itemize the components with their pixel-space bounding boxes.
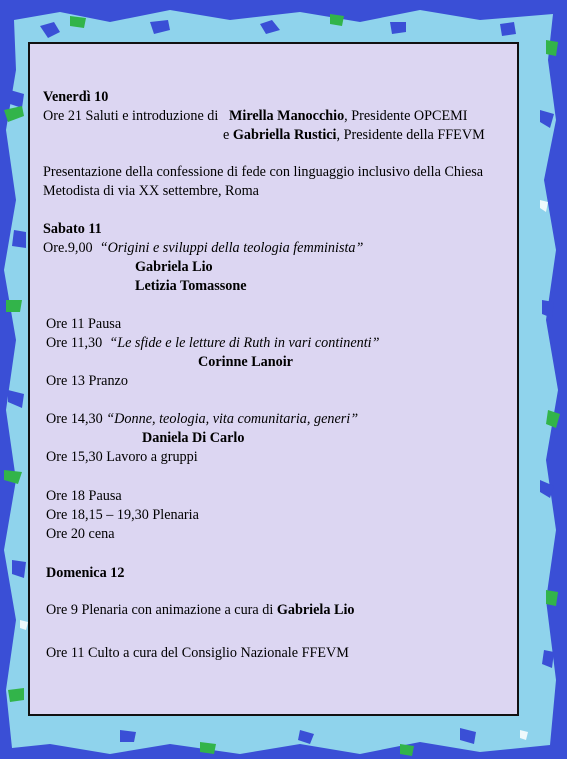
friday-line-2: e Gabriella Rustici, Presidente della FFEVM bbox=[223, 127, 485, 143]
program-sheet bbox=[28, 42, 519, 716]
speaker-corinne-lanoir: Corinne Lanoir bbox=[198, 354, 293, 370]
speaker-letizia-tomassone: Letizia Tomassone bbox=[135, 278, 247, 294]
saturday-session-2: Ore 11,30 “Le sfide e le letture di Ruth in vari continenti” bbox=[46, 335, 380, 351]
sunday-heading: Domenica 12 bbox=[46, 565, 125, 581]
saturday-session-3: Ore 14,30 “Donne, teologia, vita comunitaria, generi” bbox=[46, 411, 359, 427]
lunch: Ore 13 Pranzo bbox=[46, 373, 128, 389]
sunday-plenary: Ore 9 Plenaria con animazione a cura di Gabriela Lio bbox=[46, 602, 355, 618]
friday-presentation-1: Presentazione della confessione di fede con linguaggio inclusivo della Chiesa bbox=[43, 164, 484, 180]
saturday-session-1: Ore.9,00 “Origini e sviluppi della teologia femminista” bbox=[43, 240, 364, 256]
friday-line-1: Ore 21 Saluti e introduzione di Mirella Manocchio, Presidente OPCEMI bbox=[43, 108, 468, 124]
sunday-worship: Ore 11 Culto a cura del Consiglio Nazionale FFEVM bbox=[46, 645, 349, 661]
friday-heading: Venerdì 10 bbox=[43, 89, 109, 105]
break-1: Ore 11 Pausa bbox=[46, 316, 122, 332]
group-work: Ore 15,30 Lavoro a gruppi bbox=[46, 449, 198, 465]
plenary: Ore 18,15 – 19,30 Plenaria bbox=[46, 507, 199, 523]
speaker-gabriela-lio: Gabriela Lio bbox=[135, 259, 213, 275]
break-2: Ore 18 Pausa bbox=[46, 488, 122, 504]
saturday-heading: Sabato 11 bbox=[43, 221, 102, 237]
dinner: Ore 20 cena bbox=[46, 526, 115, 542]
friday-presentation-2: Metodista di via XX settembre, Roma bbox=[43, 183, 259, 199]
speaker-daniela-di-carlo: Daniela Di Carlo bbox=[142, 430, 245, 446]
